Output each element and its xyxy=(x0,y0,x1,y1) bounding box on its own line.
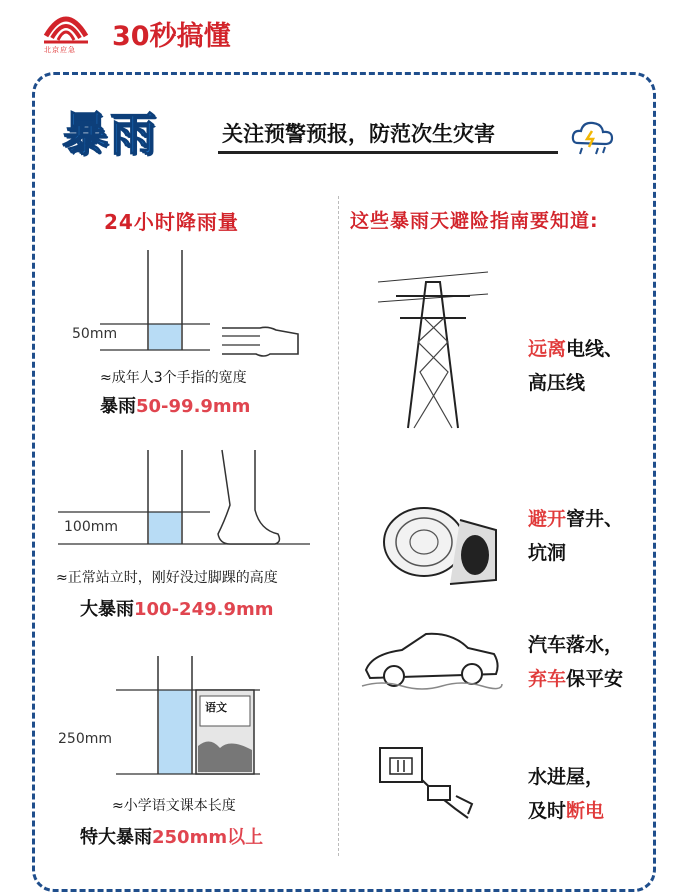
tip-cut-power xyxy=(528,760,604,828)
tip-highlight: 弃车 xyxy=(528,668,567,690)
rain-gauge-250mm xyxy=(60,656,320,781)
tip-text: 水进屋， xyxy=(528,766,605,788)
tip-power-lines xyxy=(528,332,623,400)
header xyxy=(0,0,690,62)
power-switch-icon xyxy=(372,740,492,830)
logo-text: 北京应急 xyxy=(44,46,76,54)
tip-highlight: 远离 xyxy=(528,338,567,360)
level-extreme-rain xyxy=(80,823,263,849)
subtitle-underline xyxy=(218,151,558,154)
tip-text: 高压线 xyxy=(528,372,586,394)
desc-50mm: ≈成年人3个手指的宽度 xyxy=(100,370,247,386)
rainfall-section-title: 24小时降雨量 xyxy=(104,210,239,234)
tip-car-in-water xyxy=(528,628,623,696)
level-downpour xyxy=(80,595,274,621)
column-divider xyxy=(338,196,339,856)
tip-manholes xyxy=(528,502,623,570)
tip-highlight: 避开 xyxy=(528,508,567,530)
desc-100mm: ≈正常站立时，刚好没过脚踝的高度 xyxy=(56,570,278,586)
desc-250mm: ≈小学语文课本长度 xyxy=(112,798,236,814)
subtitle: 关注预警预报，防范次生灾害 xyxy=(222,122,495,146)
tip-highlight: 断电 xyxy=(566,800,605,822)
level-name: 特大暴雨 xyxy=(80,827,152,848)
page-title: 30秒搞懂 xyxy=(112,21,231,52)
tip-text: 汽车落水， xyxy=(528,634,624,656)
level-heavy-rain xyxy=(100,392,250,418)
level-range: 250mm以上 xyxy=(152,827,264,848)
book-label: 语文 xyxy=(205,701,227,714)
level-range: 50-99.9mm xyxy=(136,396,251,417)
mark-50mm: 50mm xyxy=(72,326,118,342)
level-name: 暴雨 xyxy=(100,396,136,417)
storm-cloud-icon xyxy=(570,117,616,159)
rain-gauge-100mm xyxy=(50,450,320,560)
tip-text: 电线、 xyxy=(566,338,624,360)
level-name: 大暴雨 xyxy=(80,599,134,620)
manhole-icon xyxy=(380,480,500,590)
car-in-water-icon xyxy=(362,620,502,700)
level-range: 100-249.9mm xyxy=(134,599,274,620)
tip-text: 及时 xyxy=(528,800,567,822)
tip-text: 坑洞 xyxy=(528,542,567,564)
tip-text: 窨井、 xyxy=(566,508,624,530)
mark-100mm: 100mm xyxy=(64,519,118,535)
mark-250mm: 250mm xyxy=(58,731,112,747)
hand-fingers-icon xyxy=(220,320,300,360)
safety-guide-title: 这些暴雨天避险指南要知道: xyxy=(350,210,599,232)
main-title: 暴雨 xyxy=(62,107,158,161)
power-tower-icon xyxy=(378,262,488,432)
tip-text: 保平安 xyxy=(566,668,624,690)
